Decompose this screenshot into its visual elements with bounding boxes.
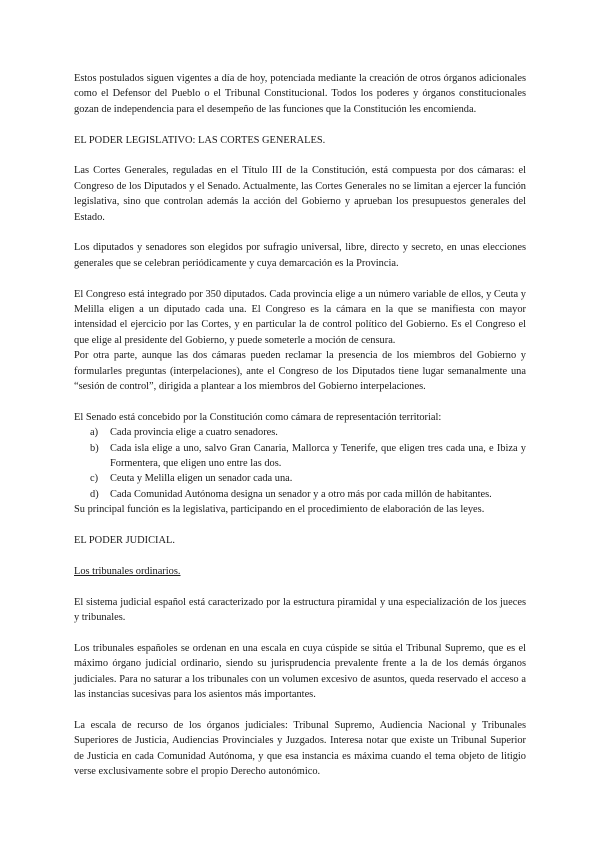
list-item-text: Cada isla elige a uno, salvo Gran Canaria, Mallorca y Tenerife, que eligen tres cada una, e Ibiza y Formentera, que eligen uno entre las dos. (110, 442, 526, 470)
paragraph-sistema-judicial: El sistema judicial español está caracterizado por la estructura piramidal y una especialización de los jueces y tribunales. (74, 596, 526, 624)
paragraph-diputados-senadores: Los diputados y senadores son elegidos por sufragio universal, libre, directo y secreto, en unas elecciones generales que se celebran periódicamente y cuya demarcación es la Provincia. (74, 242, 526, 269)
list-item-label: b) (90, 442, 99, 454)
paragraph-interpelaciones: Por otra parte, aunque las dos cámaras pueden reclamar la presencia de los miembros del Gobierno y formularles preguntas (interpelaciones), ante el Congreso de los Diputados tiene lugar semanalmente una “sesión de control”, dirigida a plantear a los miembros del Gobierno interpelaciones. (74, 350, 526, 393)
paragraph-senado-intro: El Senado está concebido por la Constitución como cámara de representación territorial: (74, 411, 442, 423)
list-item-label: c) (90, 473, 99, 485)
intro-paragraph: Estos postulados siguen vigentes a día de hoy, potenciada mediante la creación de otros órganos adicionales como el Defensor del Pueblo o el Tribunal Constitucional. Todos los poderes y órganos constitucionales gozan de independencia para el desempeño de las funciones que la Constitución les encomienda. (74, 73, 526, 115)
paragraph-senado-funcion: Su principal función es la legislativa, participando en el procedimiento de elaboración de las leyes. (74, 504, 485, 516)
subheading-tribunales-ordinarios: Los tribunales ordinarios. (74, 565, 181, 577)
list-item (74, 441, 526, 472)
list-item (74, 425, 526, 440)
senado-list (74, 425, 526, 502)
list-item (74, 471, 526, 486)
list-item-label: d) (90, 488, 99, 500)
list-item-text: Cada provincia elige a cuatro senadores. (110, 427, 278, 439)
paragraph-cortes-generales: Las Cortes Generales, reguladas en el Título III de la Constitución, está compuesta por dos cámaras: el Congreso de los Diputados y el Senado. Actualmente, las Cortes Generales no se limitan a ejercer la función legislativa, sino que controlan además la acción del Gobierno y aprueban los presupuestos generales del Estado. (74, 165, 526, 223)
section-heading-judicial: EL PODER JUDICIAL. (74, 535, 175, 547)
paragraph-tribunales-escala: Los tribunales españoles se ordenan en una escala en cuya cúspide se sitúa el Tribunal Supremo, que es el máximo órgano judicial ordinario, siendo su jurisprudencia prevalente frente a la de los demás órganos judiciales. Para no saturar a los tribunales con un volumen excesivo de asuntos, queda reservado el acceso a las instancias sucesivas para los asientos más importantes. (74, 642, 526, 701)
list-item (74, 487, 526, 502)
section-heading-legislativo: EL PODER LEGISLATIVO: LAS CORTES GENERALES. (74, 134, 326, 146)
list-item-text: Cada Comunidad Autónoma designa un senador y a otro más por cada millón de habitantes. (110, 488, 492, 500)
list-item-label: a) (90, 427, 99, 439)
paragraph-escala-recurso: La escala de recurso de los órganos judiciales: Tribunal Supremo, Audiencia Nacional y Tribunales Superiores de Justicia, Audiencias Provinciales y Juzgados. Interesa notar que existe un Tribunal Superior de Justicia en cada Comunidad Autónoma, y que esa instancia es máxima cuando el tema objeto de litigio verse exclusivamente sobre el propio Derecho autonómico. (74, 719, 526, 778)
list-item-text: Ceuta y Melilla eligen un senador cada una. (110, 473, 293, 485)
paragraph-congreso: El Congreso está integrado por 350 diputados. Cada provincia elige a un número variable de ellos, y Ceuta y Melilla eligen a un diputado cada una. El Congreso es la cámara en la que se manifiesta con mayor intensidad el ejercicio por las Cortes, y en particular la de control político del Gobierno. Es el Congreso el que elige al presidente del Gobierno, y puede someterle a moción de censura. (74, 288, 526, 346)
